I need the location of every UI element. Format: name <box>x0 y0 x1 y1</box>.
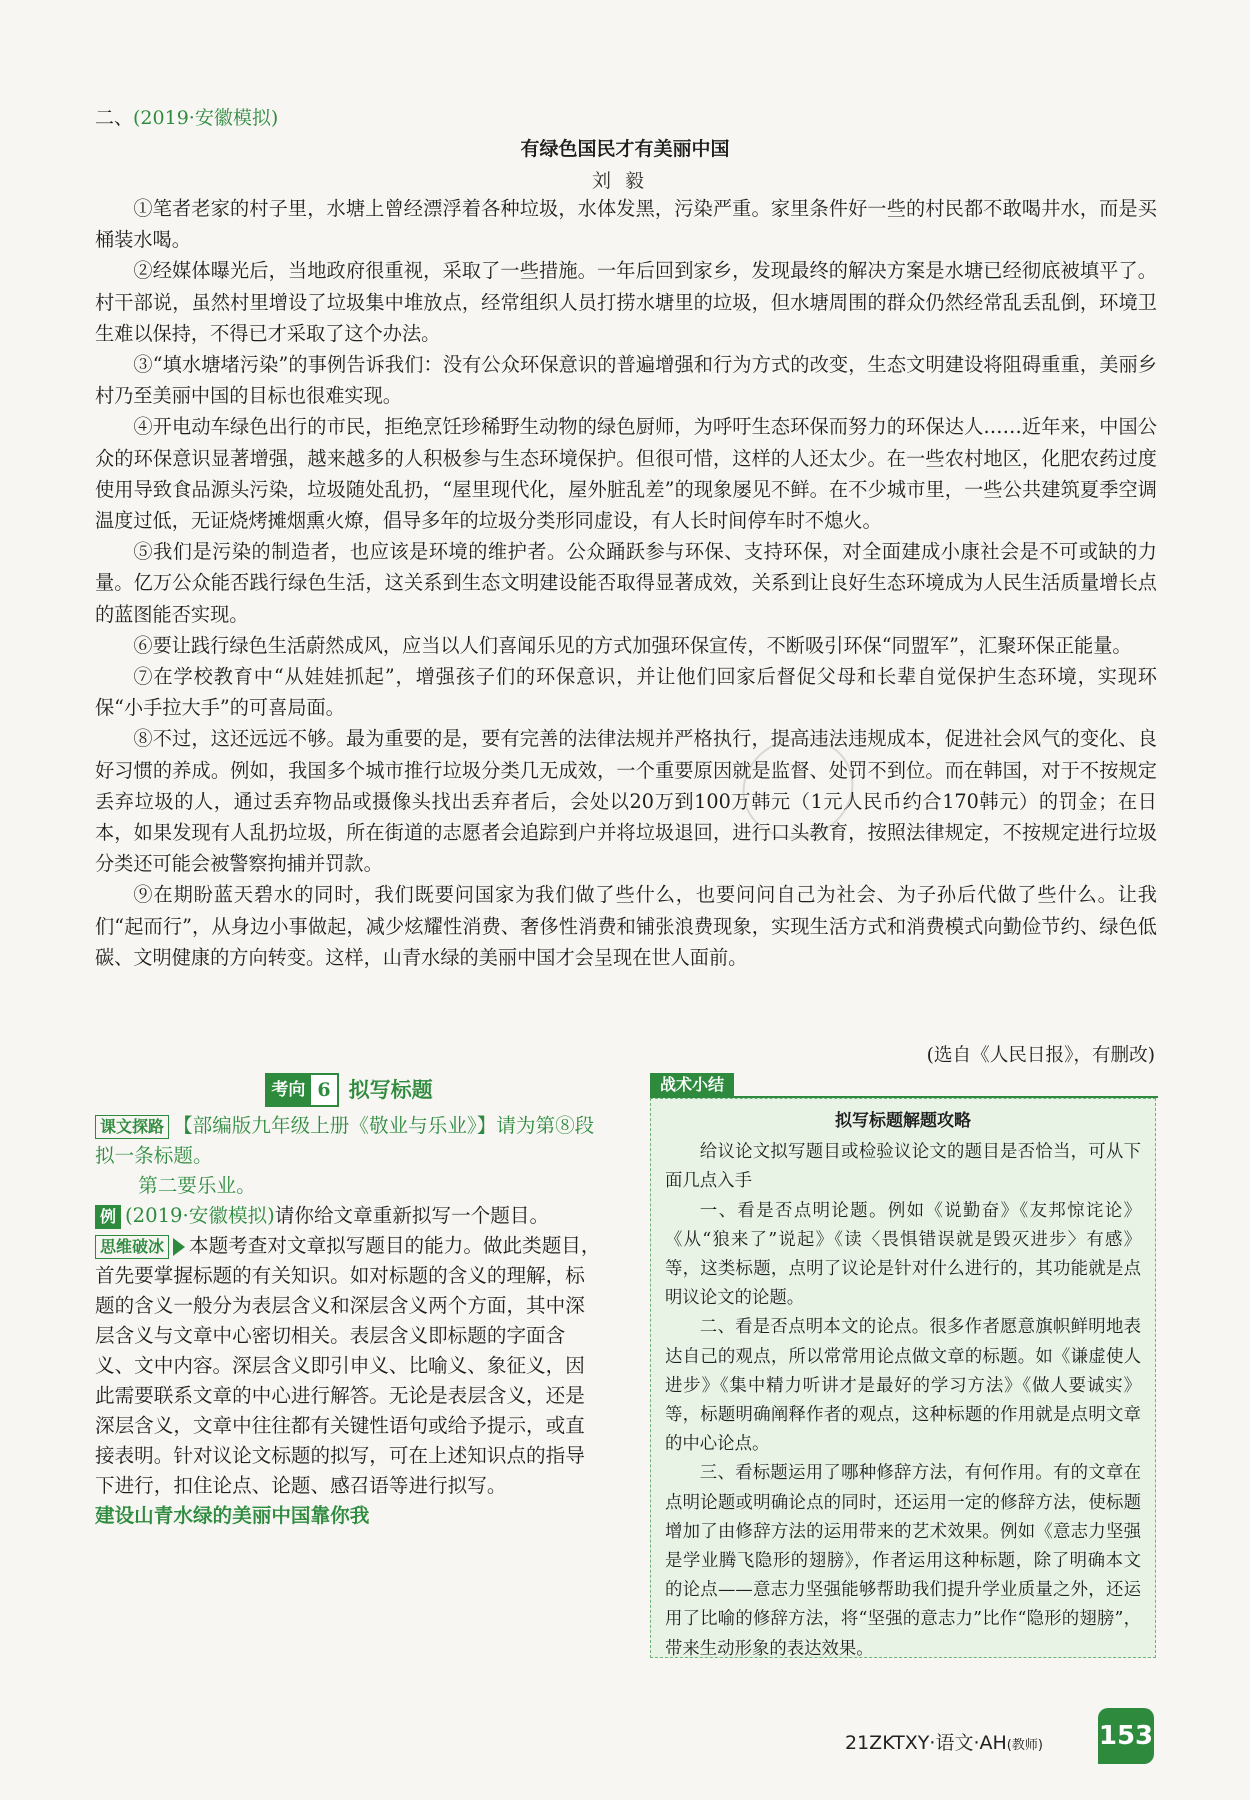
paragraph-3: ③“填水塘堵污染”的事例告诉我们：没有公众环保意识的普遍增强和行为方式的改变，生态文明建设将阻碍重重，美丽乡村乃至美丽中国的目标也很难实现。 <box>95 353 1157 408</box>
summary-title: 拟写标题解题攻略 <box>835 1111 971 1131</box>
summary-paragraph-3: 二、看是否点明本文的论点。很多作者愿意旗帜鲜明地表达自己的观点，所以常常用论点做文章的标题。如《谦虚使人进步》《集中精力听讲才是最好的学习方法》《做人要诚实》等，标题明确阐释作者的观点，这种标题的作用就是点明文章的中心论点。 <box>665 1317 1141 1455</box>
summary-paragraph-4: 三、看标题运用了哪种修辞方法，有何作用。有的文章在点明论题或明确论点的同时，还运用一定的修辞方法，使标题增加了由修辞方法的运用带来的艺术效果。例如《意志力坚强是学业腾飞隐形的翅膀》，作者运用这种标题，除了明确本文的论点——意志力坚强能够帮助我们提升学业质量之外，还运用了比喻的修辞方法，将“坚强的意志力”比作“隐形的翅膀”，带来生动形象的表达效果。 <box>665 1463 1141 1659</box>
summary-label: 战术小结 <box>650 1073 734 1097</box>
summary-paragraph-2: 一、看是否点明论题。例如《说勤奋》《友邦惊诧论》《从“狼来了”说起》《读〈畏惧错误就是毁灭进步〉有感》等，这类标题，点明了议论是针对什么进行的，其功能就是点明议论文的论题。 <box>665 1200 1141 1309</box>
textbook-question <box>95 1111 603 1171</box>
analysis-tag: 思维破冰 <box>95 1235 169 1259</box>
example-question <box>95 1201 603 1231</box>
summary-paragraph-1: 给议论文拟写题目或检验议论文的题目是否恰当，可从下面几点入手 <box>665 1142 1141 1192</box>
page-number: 153 <box>1098 1708 1154 1764</box>
article-author: 刘毅 <box>591 170 658 192</box>
textbook-tag: 课文探路 <box>95 1115 169 1139</box>
topic-header <box>95 1073 603 1107</box>
textbook-question-text: 【部编版九年级上册《敬业与乐业》】请为第⑧段拟一条标题。 <box>95 1114 595 1167</box>
paragraph-4: ④开电动车绿色出行的市民，拒绝烹饪珍稀野生动物的绿色厨师，为呼吁生态环保而努力的环保达人……近年来，中国公众的环保意识显著增强，越来越多的人积极参与生态环境保护。但很可惜，这样的人还太少。在一些农村地区，化肥农药过度使用导致食品源头污染，垃圾随处乱扔，“屋里现代化，屋外脏乱差”的现象屡见不鲜。在不少城市里，一些公共建筑夏季空调温度过低，无证烧烤摊烟熏火燎，倡导多年的垃圾分类形同虚设，有人长时间停车时不熄火。 <box>95 415 1157 533</box>
topic-badge: 考向 <box>265 1073 311 1107</box>
article-title: 有绿色国民才有美丽中国 <box>520 138 730 160</box>
example-tag: 例 <box>95 1205 121 1229</box>
source-note: (选自《人民日报》，有删改) <box>926 1045 1155 1066</box>
textbook-answer: 第二要乐业。 <box>138 1174 256 1197</box>
article-body <box>95 193 1157 973</box>
paragraph-7: ⑦在学校教育中“从娃娃抓起”，增强孩子们的环保意识，并让他们回家后督促父母和长辈自觉保护生态环境，实现环保“小手拉大手”的可喜局面。 <box>95 665 1157 720</box>
analysis-text: 本题考查对文章拟写题目的能力。做此类题目，首先要掌握标题的有关知识。如对标题的含义的理解，标题的含义一般分为表层含义和深层含义两个方面，其中深层含义与文章中心密切相关。表层含义即标题的字面含义、文中内容。深层含义即引申义、比喻义、象征义，因此需要联系文章的中心进行解答。无论是表层含义，还是深层含义，文章中往往都有关键性语句或给予提示，或直接表明。针对议论文标题的拟写，可在上述知识点的指导下进行，扣住论点、论题、感召语等进行拟写。 <box>95 1234 601 1497</box>
paragraph-8: ⑧不过，这还远远不够。最为重要的是，要有完善的法律法规并严格执行，提高违法违规成本，促进社会风气的变化、良好习惯的养成。例如，我国多个城市推行垃圾分类几无成效，一个重要原因就是监督、处罚不到位。而在韩国，对于不按规定丢弃垃圾的人，通过丢弃物品或摄像头找出丢弃者后，会处以20万到100万韩元（1元人民币约合170韩元）的罚金；在日本，如果发现有人乱扔垃圾，所在街道的志愿者会追踪到户并将垃圾退回，进行口头教育，按照法律规定，不按规定进行垃圾分类还可能会被警察拘捕并罚款。 <box>95 727 1157 876</box>
arrow-right-icon <box>173 1238 185 1256</box>
paragraph-9: ⑨在期盼蓝天碧水的同时，我们既要问国家为我们做了些什么，也要问问自己为社会、为子孙后代做了些什么。让我们“起而行”，从身边小事做起，减少炫耀性消费、奢侈性消费和铺张浪费现象，实现生活方式和消费模式向勤俭节约、绿色低碳、文明健康的方向转变。这样，山青水绿的美丽中国才会呈现在世人面前。 <box>95 883 1157 969</box>
analysis-block <box>95 1231 603 1501</box>
paragraph-6: ⑥要让践行绿色生活蔚然成风，应当以人们喜闻乐见的方式加强环保宣传，不断吸引环保“同盟军”，汇聚环保正能量。 <box>133 633 1132 657</box>
paragraph-5: ⑤我们是污染的制造者，也应该是环境的维护者。公众踊跃参与环保、支持环保，对全面建成小康社会是不可或缺的力量。亿万公众能否践行绿色生活，这关系到生态文明建设能否取得显著成效，关系到让良好生态环境成为人民生活质量增长点的蓝图能否实现。 <box>95 540 1157 626</box>
exercise-column <box>95 1073 603 1531</box>
topic-number: 6 <box>309 1073 338 1107</box>
section-prefix: 二、 <box>95 107 134 129</box>
footer-code-main: 21ZKTXY·语文·AH <box>845 1732 1007 1754</box>
footer-code <box>845 1728 1043 1755</box>
example-source: (2019·安徽模拟) <box>125 1204 275 1227</box>
summary-panel <box>650 1098 1156 1658</box>
footer-code-small: (教师) <box>1006 1738 1043 1753</box>
topic-title: 拟写标题 <box>348 1078 433 1102</box>
paragraph-2: ②经媒体曝光后，当地政府很重视，采取了一些措施。一年后回到家乡，发现最终的解决方案是水塘已经彻底被填平了。村干部说，虽然村里增设了垃圾集中堆放点，经常组织人员打捞水塘里的垃圾，但水塘周围的群众仍然经常乱丢乱倒，环境卫生难以保持，不得已才采取了这个办法。 <box>95 259 1157 345</box>
example-question-text: 请你给文章重新拟写一个题目。 <box>274 1204 550 1227</box>
paragraph-1: ①笔者老家的村子里，水塘上曾经漂浮着各种垃圾，水体发黑，污染严重。家里条件好一些的村民都不敢喝井水，而是买桶装水喝。 <box>95 197 1157 252</box>
section-header <box>95 103 278 130</box>
section-source: (2019·安徽模拟) <box>133 107 279 129</box>
final-answer: 建设山青水绿的美丽中国靠你我 <box>95 1504 370 1527</box>
